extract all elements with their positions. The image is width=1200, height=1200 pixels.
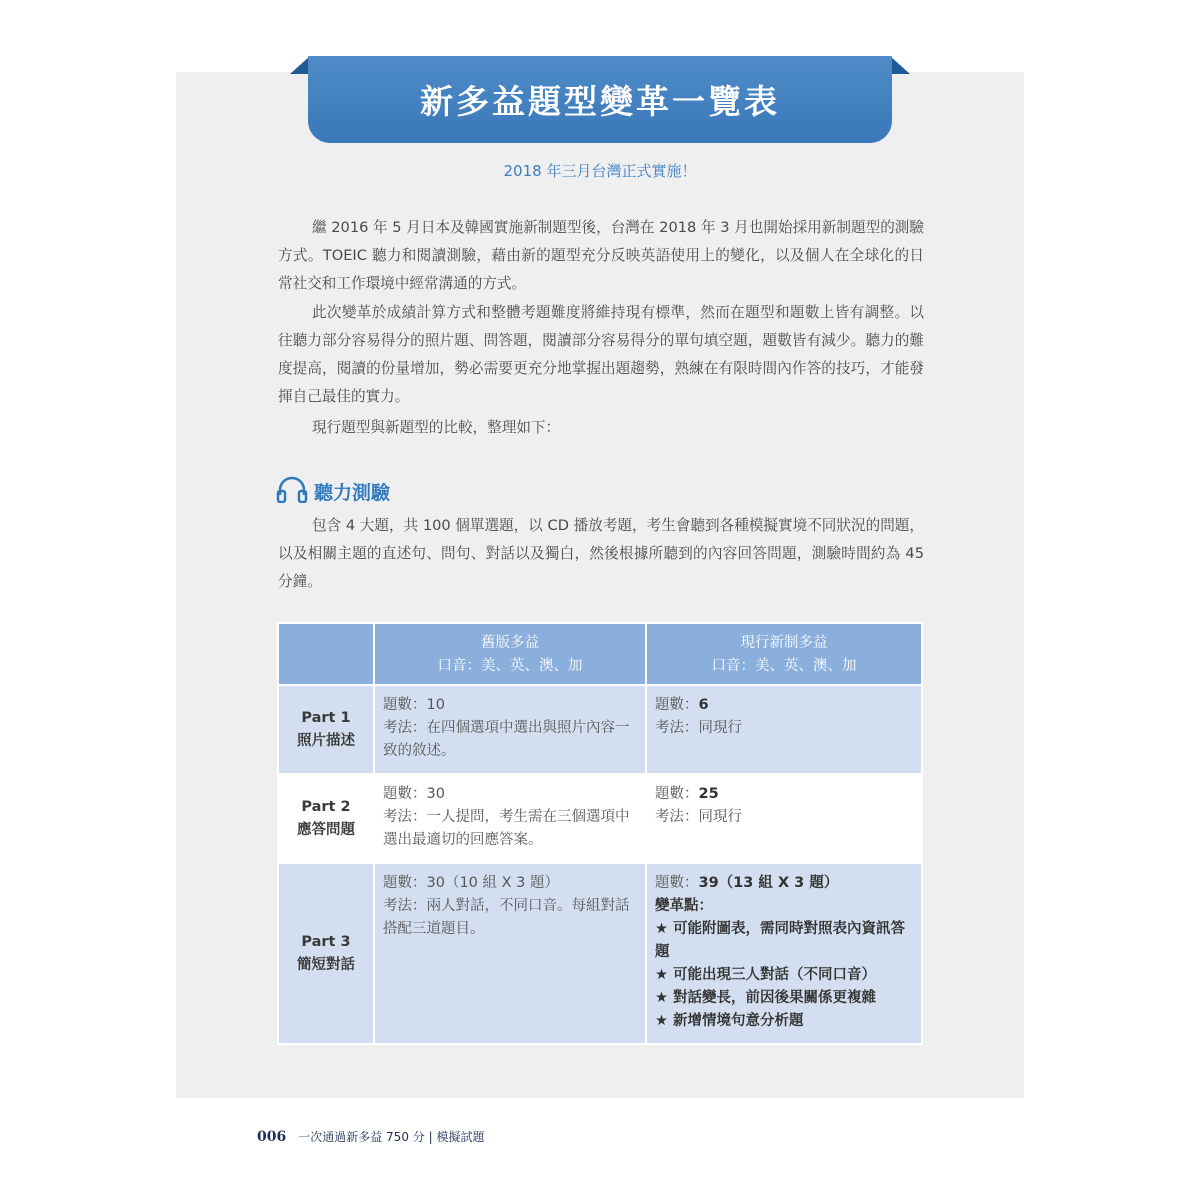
header-new [646, 623, 922, 685]
page-title: 新多益題型變革一覽表 [420, 82, 780, 121]
intro-paragraph-2: 此次變革於成績計算方式和整體考題難度將維持現有標準，然而在題型和題數上皆有調整。以往聽力部分容易得分的照片題、問答題，閱讀部分容易得分的單句填空題，題數皆有減少。聽力的難度提高，閱讀的份量增加，勢必需要更充分地掌握出題趨勢，熟練在有限時間內作答的技巧，才能發揮自己最佳的實力。 [278, 304, 924, 405]
page-footer [257, 1128, 484, 1145]
table-row-part2 [278, 774, 922, 863]
part-name: 簡短對話 [297, 956, 355, 973]
section-description: 包含 4 大題，共 100 個單選題，以 CD 播放考題，考生會聽到各種模擬實境不同狀況的問題，以及相關主題的直述句、問句、對話以及獨白，然後根據所聽到的內容回答問題，測驗時間約為 45 分鐘。 [278, 517, 924, 590]
old-method: 考法：一人提問，考生需在三個選項中選出最適切的回應答案。 [383, 809, 630, 848]
table-row-part1 [278, 685, 922, 774]
new-count-label: 題數： [655, 697, 699, 713]
new-method: 考法：同現行 [655, 720, 742, 736]
page-title-banner [308, 56, 892, 143]
new-cell [646, 685, 922, 774]
old-count: 題數：10 [383, 697, 445, 713]
new-count: 6 [698, 697, 709, 713]
old-count: 題數：30 [383, 786, 445, 802]
old-cell [374, 774, 646, 863]
book-title: 一次通過新多益 750 分 | 模擬試題 [298, 1130, 485, 1144]
new-count-line [655, 872, 915, 895]
part-number: Part 2 [301, 798, 351, 815]
comparison-table [277, 622, 923, 1045]
change-item: ★ 新增情境句意分析題 [655, 1013, 804, 1029]
header-old [374, 623, 646, 685]
old-cell [374, 863, 646, 1044]
table-row-part3 [278, 863, 922, 1044]
banner-fold-right [890, 56, 910, 74]
old-cell [374, 685, 646, 774]
table-header-row [278, 623, 922, 685]
section-heading-listening [276, 476, 390, 506]
new-count: 25 [698, 786, 719, 802]
part-label [278, 863, 374, 1044]
new-count-line [655, 694, 915, 717]
old-count: 題數：30（10 組 X 3 題） [383, 875, 559, 891]
page-number: 006 [257, 1129, 287, 1145]
change-item: ★ 可能附圖表，需同時對照表內資訊答題 [655, 921, 906, 960]
section-title: 聽力測驗 [314, 481, 391, 504]
new-cell [646, 863, 922, 1044]
header-new-title: 現行新制多益 [740, 635, 828, 651]
subtitle: 2018 年三月台灣正式實施！ [503, 162, 697, 180]
header-old-title: 舊版多益 [481, 635, 539, 651]
old-method: 考法：在四個選項中選出與照片內容一致的敘述。 [383, 720, 630, 759]
part-name: 應答問題 [297, 821, 355, 838]
new-count-label: 題數： [655, 875, 699, 891]
header-new-accent: 口音：美、英、澳、加 [711, 658, 857, 674]
headphones-icon [276, 475, 308, 508]
part-number: Part 3 [301, 933, 351, 950]
part-number: Part 1 [301, 709, 351, 726]
new-count: 39（13 組 X 3 題） [698, 875, 839, 891]
banner-fold-left [290, 56, 310, 74]
new-count-line [655, 783, 915, 806]
intro-paragraph-1: 繼 2016 年 5 月日本及韓國實施新制題型後，台灣在 2018 年 3 月也開始採用新制題型的測驗方式。TOEIC 聽力和閱讀測驗，藉由新的題型充分反映英語使用上的變化，以及個人在全球化的日常社交和工作環境中經常溝通的方式。 [278, 219, 924, 292]
part-label [278, 774, 374, 863]
intro-paragraph-3: 現行題型與新題型的比較，整理如下： [312, 419, 561, 436]
new-changes-label: 變革點： [655, 898, 713, 914]
new-method: 考法：同現行 [655, 809, 742, 825]
new-count-label: 題數： [655, 786, 699, 802]
part-label [278, 685, 374, 774]
header-old-accent: 口音：美、英、澳、加 [437, 658, 583, 674]
header-blank [278, 623, 374, 685]
change-item: ★ 可能出現三人對話（不同口音） [655, 967, 877, 983]
part-name: 照片描述 [297, 732, 355, 749]
old-method: 考法：兩人對話，不同口音。每組對話搭配三道題目。 [383, 898, 630, 937]
new-cell [646, 774, 922, 863]
change-item: ★ 對話變長，前因後果關係更複雜 [655, 990, 877, 1006]
